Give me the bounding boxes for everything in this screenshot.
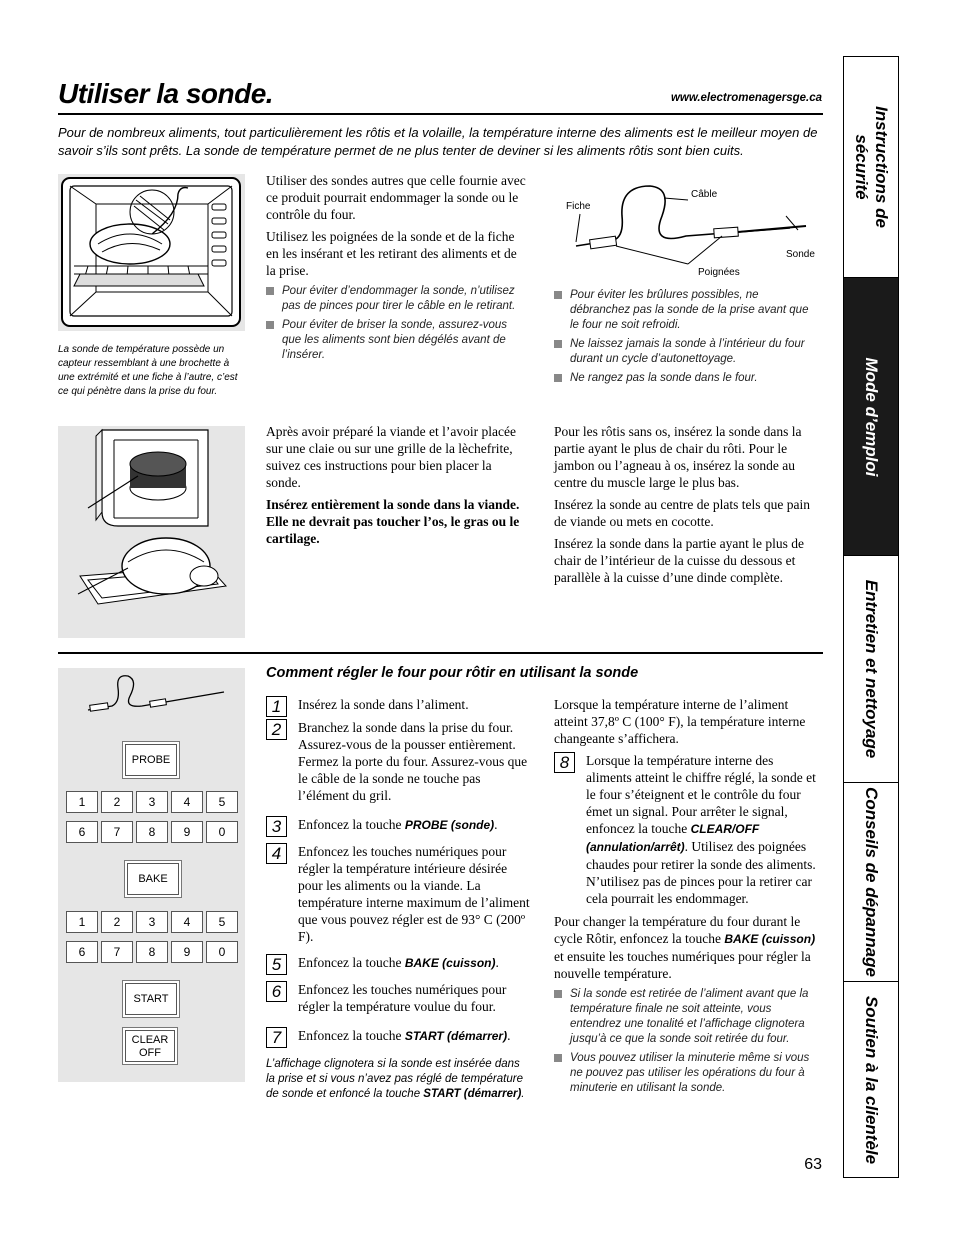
numpad-key-9[interactable]: 9 (171, 821, 203, 843)
bullet-square-icon (266, 321, 274, 329)
probe-mini-icon (58, 668, 245, 718)
figure1-caption: La sonde de température possède un capteur ressemblant à une brochette à une extrémité et une fiche à l’autre, c’est ce qui pénètre dans la prise du four. (58, 344, 238, 397)
label-cable: Câble (691, 189, 718, 200)
label-fiche: Fiche (566, 201, 591, 212)
numpad-key-9[interactable]: 9 (171, 941, 203, 963)
header-rule (58, 113, 823, 115)
start-key[interactable]: START (125, 983, 177, 1015)
numpad-key-2[interactable]: 2 (101, 791, 133, 813)
tab-depannage[interactable]: Conseils de dépannage (844, 783, 898, 982)
probe-key-ref: PROBE (sonde) (404, 818, 495, 832)
website-url[interactable]: www.electromenagersge.ca (670, 92, 822, 104)
numpad-key-4[interactable]: 4 (171, 791, 203, 813)
middle-column-2 (554, 423, 816, 591)
numpad-key-0[interactable]: 0 (206, 821, 238, 843)
step-number: 8 (554, 752, 575, 773)
boneless-roast-text: Pour les rôtis sans os, insérez la sonde dans la partie ayant le plus de chair du rôti. Pour le jambon ou l’agneau à os, insérez la sonde au centre du muscle large le plus bas. (554, 424, 802, 490)
probe-warning-text: Utiliser des sondes autres que celle fournie avec ce produit pourrait endommager la sonde ou le contrôle du four. (266, 173, 526, 222)
side-tabs (843, 56, 899, 1178)
step-number: 4 (266, 843, 287, 864)
intro-text: Pour de nombreux aliments, tout particulièrement les rôtis et la volaille, la température interne des aliments est le meilleur moyen de savoir s’ils sont prêts. La sonde de température permet de ne plus tenter de deviner si les aliments rôtis sont bien cuits. (58, 125, 818, 158)
bullet-square-icon (266, 287, 274, 295)
step-4: 4 Enfoncez les touches numériques pour régler la température intérieure désirée pour les aliments ou la viande. La température interne maximum de l’aliment que vous pouvez régler est de 93° C (200º F). (266, 843, 530, 945)
oven-drawing (58, 174, 245, 331)
bullet-square-icon (554, 291, 562, 299)
bullet-item: Ne rangez pas la sonde dans le four. (554, 371, 820, 386)
bullet-square-icon (554, 990, 562, 998)
probe-diagram (554, 176, 818, 281)
step-number: 2 (266, 719, 287, 740)
tab-mode-emploi[interactable]: Mode d’emploi (844, 278, 898, 556)
numpad-key-8[interactable]: 8 (136, 941, 168, 963)
numpad-key-4[interactable]: 4 (171, 911, 203, 933)
numpad-key-3[interactable]: 3 (136, 911, 168, 933)
numpad-key-7[interactable]: 7 (101, 821, 133, 843)
probe-drawing (554, 176, 818, 281)
clear-off-key[interactable] (125, 1030, 175, 1062)
clear-off-key-ref: CLEAR/OFF (annulation/arrêt) (586, 822, 760, 854)
tab-entretien[interactable]: Entretien et nettoyage (844, 556, 898, 783)
numpad-key-3[interactable]: 3 (136, 791, 168, 813)
page-title: Utiliser la sonde. (58, 78, 274, 109)
bullet-square-icon (554, 1054, 562, 1062)
numpad-key-2[interactable]: 2 (101, 911, 133, 933)
page-number: 63 (804, 1156, 822, 1173)
probe-handle-text: Utilisez les poignées de la sonde et de la fiche en les insérant et les retirant des aliments et de la prise. (266, 229, 517, 278)
off-label: OFF (139, 1047, 161, 1059)
tab-soutien[interactable]: Soutien à la clientèle (862, 995, 881, 1164)
step-number: 7 (266, 1027, 287, 1048)
step-1: 1 Insérez la sonde dans l’aliment. (266, 696, 530, 713)
bake-key-ref: BAKE (cuisson) (724, 932, 816, 946)
numpad-key-6[interactable]: 6 (66, 941, 98, 963)
tab-securite[interactable]: Instructions de sécurité (844, 57, 898, 278)
numpad-key-1[interactable]: 1 (66, 791, 98, 813)
oven-illustration (58, 174, 245, 331)
step-2: 2 Branchez la sonde dans la prise du four. Assurez-vous de la pousser entièrement. Fermez la porte du four. Assurez-vous que le câble de la sonde ne touche pas l’élément du gril. (266, 719, 530, 804)
top-column-1 (266, 172, 528, 367)
start-key-ref: START (démarrer) (404, 1029, 508, 1043)
insert-probe-bold: Insérez entièrement la sonde dans la viande. Elle ne devrait pas toucher l’os, le gras ou le cartilage. (266, 497, 520, 546)
change-temp-text: Pour changer la température du four durant le cycle Rôtir, enfoncez la touche BAKE (cuisson) et ensuite les touches numériques pour régler la nouvelle température. (554, 914, 816, 981)
clear-label: CLEAR (131, 1034, 169, 1046)
bullet-square-icon (554, 340, 562, 348)
display-flash-note: L’affichage clignotera si la sonde est insérée dans la prise et si vous n’avez pas réglé de température de sonde et enfoncé la touche START (démarrer). (266, 1058, 525, 1100)
turkey-text: Insérez la sonde dans la partie ayant le plus de chair de l’intérieur de la cuisse du dessous et parallèle à la cuisse d’une dinde complète. (554, 536, 805, 585)
numpad-key-8[interactable]: 8 (136, 821, 168, 843)
roast-turkey-illustration (58, 426, 245, 638)
step-5: 5 Enfoncez la touche BAKE (cuisson). (266, 954, 530, 972)
bullet-item: Vous pouvez utiliser la minuterie même si vous ne pouvez pas utiliser les opérations du four à minuterie en utilisant la sonde. (554, 1051, 820, 1096)
numpad-key-1[interactable]: 1 (66, 911, 98, 933)
right-column (554, 696, 820, 1100)
internal-temp-text: Lorsque la température interne de l’aliment atteint 37,8º C (100° F), la température interne changeante s’affichera. (554, 697, 806, 746)
steps-column (266, 696, 530, 1102)
step-number: 1 (266, 696, 287, 717)
control-panel-illustration (58, 668, 245, 1082)
numpad-key-5[interactable]: 5 (206, 911, 238, 933)
step-6: 6 Enfoncez les touches numériques pour régler la température voulue du four. (266, 981, 530, 1015)
probe-key[interactable]: PROBE (125, 744, 177, 776)
step-number: 3 (266, 816, 287, 837)
roast-turkey-drawing (58, 426, 245, 638)
step-7: 7 Enfoncez la touche START (démarrer). (266, 1027, 530, 1045)
label-sonde: Sonde (786, 249, 815, 260)
step-3: 3 Enfoncez la touche PROBE (sonde). (266, 816, 530, 834)
numpad-key-6[interactable]: 6 (66, 821, 98, 843)
top-column-2 (554, 288, 820, 390)
casserole-text: Insérez la sonde au centre de plats tels que pain de viande ou mets en cocotte. (554, 497, 811, 529)
label-poignees: Poignées (698, 267, 740, 278)
section-rule (58, 652, 823, 654)
numpad-key-7[interactable]: 7 (101, 941, 133, 963)
bullet-item: Pour éviter de briser la sonde, assurez-vous que les aliments sont bien dégélés avant de l’insérer. (266, 318, 528, 363)
bake-key[interactable]: BAKE (127, 863, 179, 895)
bullet-square-icon (554, 374, 562, 382)
prep-instructions: Après avoir préparé la viande et l’avoir placée sur une claie ou sur une grille de la lèchefrite, suivez ces instructions pour bien placer la sonde. (266, 424, 516, 490)
section-heading: Comment régler le four pour rôtir en utilisant la sonde (266, 665, 639, 681)
bullet-item: Si la sonde est retirée de l’aliment avant que la température finale ne soit atteinte, vous entendrez une tonalité et l’affichage clignotera jusqu’à ce que la sonde soit retirée du four. (554, 987, 820, 1047)
numpad-key-0[interactable]: 0 (206, 941, 238, 963)
bake-key-ref: BAKE (cuisson) (404, 956, 496, 970)
step-8: 8 Lorsque la température interne des aliments atteint le chiffre réglé, la sonde et le four s’éteignent et le contrôle du four émet un signal. Pour arrêter le signal, enfoncez la touche CLEAR/OFF (annulation/arrêt). Utilisez des poignées chaudes pour retirer la sonde des aliments. N’utilisez pas de pinces pour la retirer car cela pourrait les endommager. (554, 752, 820, 907)
step-number: 6 (266, 981, 287, 1002)
bullet-item: Pour éviter d’endommager la sonde, n’utilisez pas de pinces pour tirer le câble en le retirant. (266, 284, 528, 314)
middle-column-1 (266, 423, 528, 552)
step-number: 5 (266, 954, 287, 975)
bullet-item: Ne laissez jamais la sonde à l’intérieur du four durant un cycle d’autonettoyage. (554, 337, 820, 367)
bullet-item: Pour éviter les brûlures possibles, ne débranchez pas la sonde de la prise avant que le four ne soit refroidi. (554, 288, 820, 333)
numpad-key-5[interactable]: 5 (206, 791, 238, 813)
